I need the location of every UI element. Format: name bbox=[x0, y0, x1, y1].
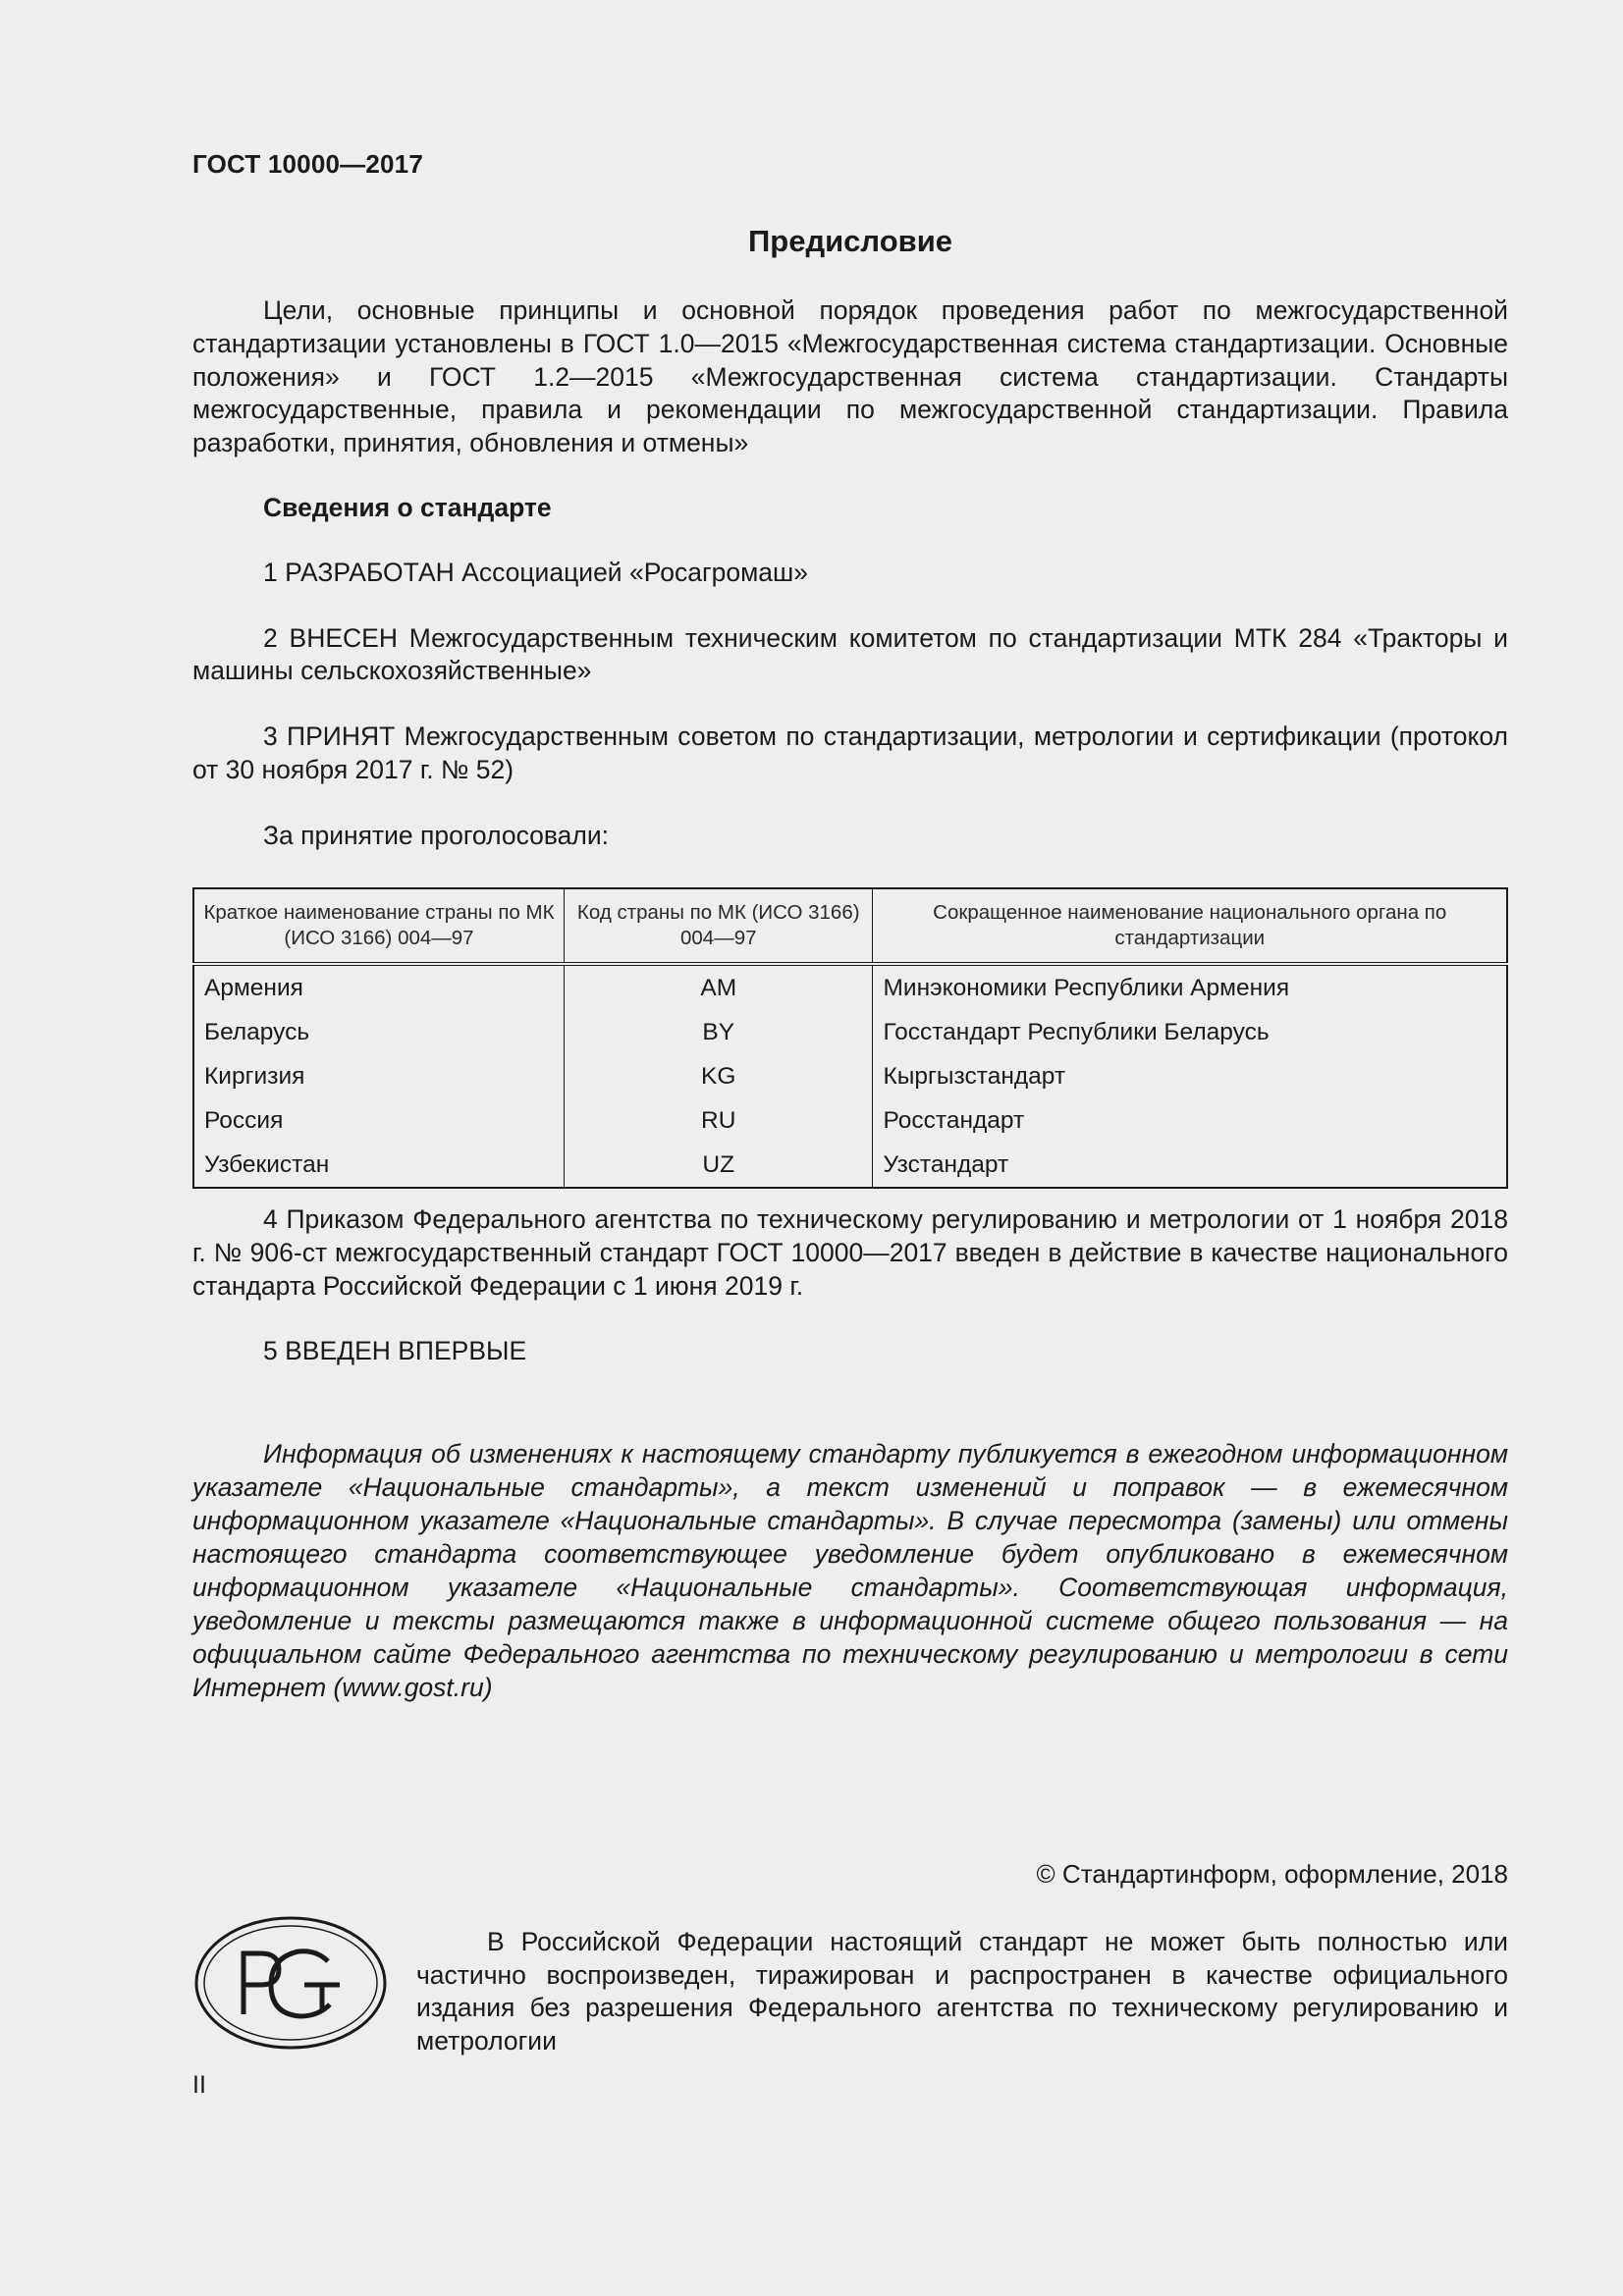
copyright-notice: © Стандартинформ, оформление, 2018 bbox=[1036, 1859, 1508, 1889]
national-body-header: Сокращенное наименование национального органа по стандартизации bbox=[873, 888, 1507, 964]
voted-label: За принятие проголосовали: bbox=[263, 820, 610, 850]
national-body: Кыргызстандарт bbox=[873, 1054, 1507, 1098]
table-row bbox=[193, 964, 1507, 1010]
item-enacted: 4 Приказом Федерального агентства по техническому регулированию и метрологии от 1 ноября 2018 г. № 906-ст межгосударственный стандарт ГОСТ 10000—2017 введен в действие в качестве национального стандарта Российской Федерации с 1 июня 2019 г. bbox=[192, 1204, 1508, 1301]
country-code: UZ bbox=[565, 1143, 873, 1188]
table-row bbox=[193, 1143, 1507, 1188]
intro-paragraph: Цели, основные принципы и основной порядок проведения работ по межгосударственной стандартизации установлены в ГОСТ 1.0—2015 «Межгосударственная система стандартизации. Основные положения» и ГОСТ 1.2—2015 «Межгосударственная система стандартизации. Стандарты межгосударственные, правила и рекомендации по межгосударственной стандартизации. Правила разработки, принятия, обновления и отмены» bbox=[192, 295, 1508, 458]
standard-info-heading: Сведения о стандарте bbox=[263, 492, 552, 522]
page-title: Предисловие bbox=[747, 224, 952, 258]
reproduction-rights-notice: В Российской Федерации настоящий стандарт не может быть полностью или частично воспроизведен, тиражирован и распространен в качестве официального издания без разрешения Федерального агентства по техническому регулированию и метрологии bbox=[416, 1927, 1508, 2056]
country-name-header: Краткое наименование страны по МК (ИСО 3166) 004—97 bbox=[193, 888, 565, 964]
country-code: RU bbox=[565, 1098, 873, 1143]
table-row bbox=[193, 1010, 1507, 1054]
national-body: Минэкономики Республики Армения bbox=[873, 964, 1507, 1010]
preface-body bbox=[192, 294, 1508, 853]
national-body: Росстандарт bbox=[873, 1098, 1507, 1143]
country-code-header: Код страны по МК (ИСО 3166) 004—97 bbox=[565, 888, 873, 964]
item-introduced: 2 ВНЕСЕН Межгосударственным техническим комитетом по стандартизации МТК 284 «Тракторы и машины сельскохозяйственные» bbox=[192, 622, 1508, 686]
item-first-introduced: 5 ВВЕДЕН ВПЕРВЫЕ bbox=[263, 1336, 527, 1366]
page-number: II bbox=[192, 2071, 206, 2099]
country-name: Россия bbox=[204, 1106, 284, 1134]
item-adopted: 3 ПРИНЯТ Межгосударственным советом по стандартизации, метрологии и сертификации (протокол от 30 ноября 2017 г. № 52) bbox=[192, 721, 1508, 784]
country-code: AM bbox=[565, 964, 873, 1010]
document-code: ГОСТ 10000—2017 bbox=[192, 149, 423, 179]
country-code: BY bbox=[565, 1010, 873, 1054]
rst-logo-icon bbox=[192, 1914, 389, 2052]
country-name: Узбекистан bbox=[204, 1150, 330, 1178]
enactment-block bbox=[192, 1203, 1508, 1368]
table-row bbox=[193, 1054, 1507, 1098]
item-developed: 1 РАЗРАБОТАН Ассоциацией «Росагромаш» bbox=[263, 557, 809, 587]
changes-info-paragraph: Информация об изменениях к настоящему стандарту публикуется в ежегодном информационном указателе «Национальные стандарты», а текст изменений и поправок — в ежемесячном информационном указателе «Национальные стандарты». В случае пересмотра (замены) или отмены настоящего стандарта соответствующее уведомление будет опубликовано в ежемесячном информационном указателе «Национальные стандарты». Соответствующая информация, уведомление и тексты размещаются также в информационной системе общего пользования — на официальном сайте Федерального агентства по техническому регулированию и метрологии в сети Интернет (www.gost.ru) bbox=[192, 1439, 1508, 1702]
national-body: Узстандарт bbox=[873, 1143, 1507, 1188]
table-header-row bbox=[193, 888, 1507, 964]
country-name: Армения bbox=[204, 974, 303, 1001]
country-name: Беларусь bbox=[204, 1018, 310, 1045]
table-row bbox=[193, 1098, 1507, 1143]
voting-table bbox=[192, 887, 1508, 1189]
country-name: Киргизия bbox=[204, 1062, 305, 1090]
country-code: KG bbox=[565, 1054, 873, 1098]
national-body: Госстандарт Республики Беларусь bbox=[873, 1010, 1507, 1054]
